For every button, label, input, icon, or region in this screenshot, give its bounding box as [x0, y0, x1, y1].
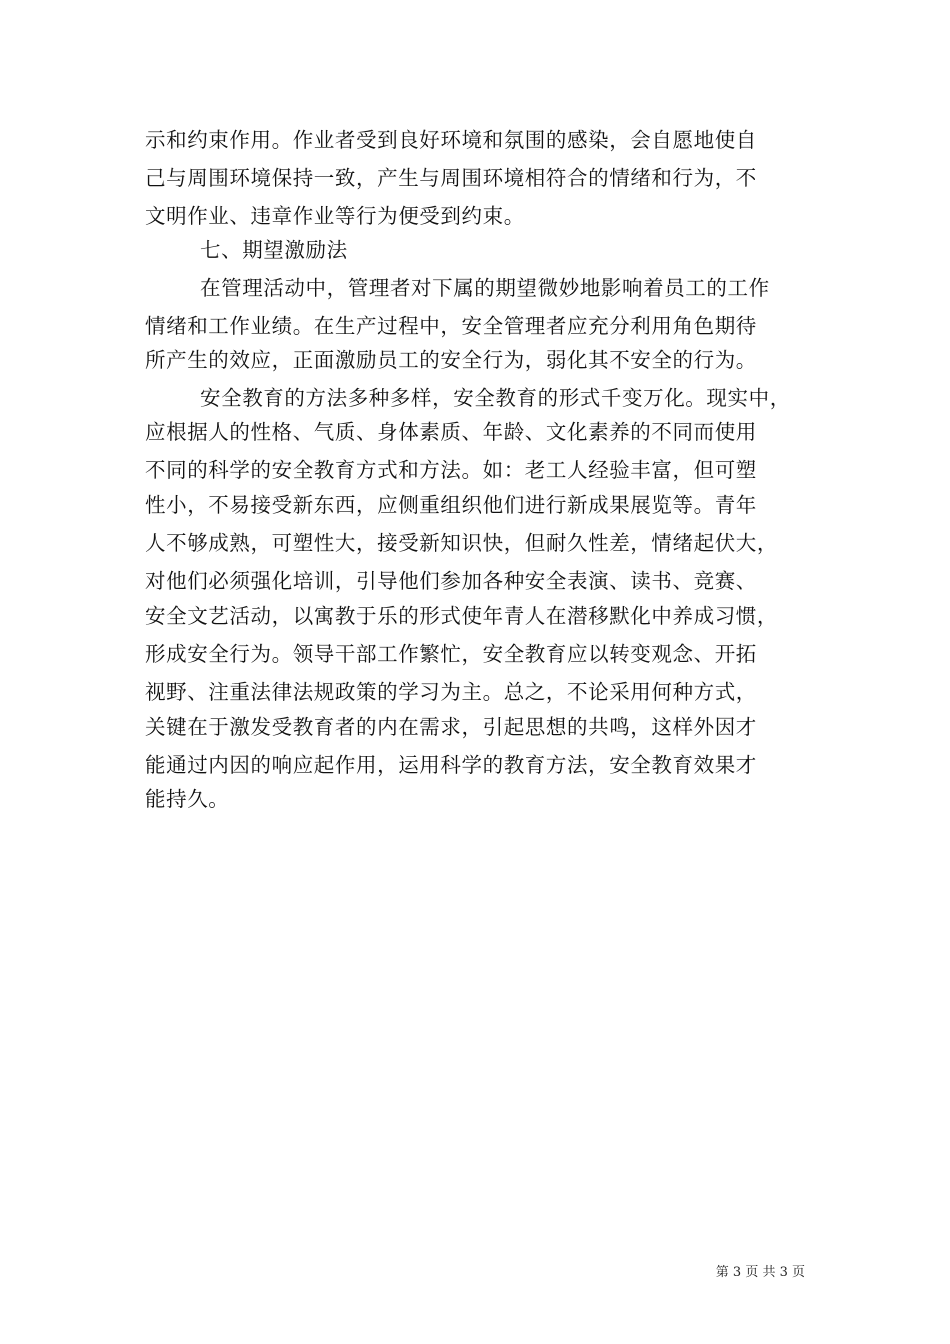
body-text-line: 应根据人的性格、气质、身体素质、年龄、文化素养的不同而使用 — [145, 420, 757, 444]
body-text-line: 在管理活动中，管理者对下属的期望微妙地影响着员工的工作 — [200, 276, 770, 300]
body-text-line: 不同的科学的安全教育方式和方法。如：老工人经验丰富，但可塑 — [145, 458, 757, 482]
page-number-footer: 第 3 页 共 3 页 — [715, 1265, 805, 1280]
body-text-line: 所产生的效应，正面激励员工的安全行为，弱化其不安全的行为。 — [145, 348, 757, 372]
body-text-line: 能通过内因的响应起作用，运用科学的教育方法，安全教育效果才 — [145, 753, 757, 777]
body-text-line: 性小，不易接受新东西，应侧重组织他们进行新成果展览等。青年 — [145, 493, 757, 517]
body-text-line: 情绪和工作业绩。在生产过程中，安全管理者应充分利用角色期待 — [145, 314, 757, 338]
body-text-line: 安全文艺活动，以寓教于乐的形式使年青人在潜移默化中养成习惯， — [145, 604, 778, 628]
body-text-line: 安全教育的方法多种多样，安全教育的形式千变万化。现实中， — [200, 386, 791, 410]
body-text-line: 人不够成熟，可塑性大，接受新知识快，但耐久性差，情绪起伏大， — [145, 531, 778, 555]
body-text-line: 示和约束作用。作业者受到良好环境和氛围的感染，会自愿地使自 — [145, 128, 757, 152]
body-text-line: 视野、注重法律法规政策的学习为主。总之，不论采用何种方式， — [145, 680, 757, 704]
section-heading: 七、期望激励法 — [200, 238, 348, 262]
body-text-line: 对他们必须强化培训，引导他们参加各种安全表演、读书、竞赛、 — [145, 569, 757, 593]
body-text-line: 文明作业、违章作业等行为便受到约束。 — [145, 204, 525, 228]
body-text-line: 关键在于激发受教育者的内在需求，引起思想的共鸣，这样外因才 — [145, 715, 757, 739]
body-text-line: 能持久。 — [145, 787, 230, 811]
body-text-line: 形成安全行为。领导干部工作繁忙，安全教育应以转变观念、开拓 — [145, 642, 757, 666]
body-text-line: 己与周围环境保持一致，产生与周围环境相符合的情绪和行为，不 — [145, 166, 757, 190]
